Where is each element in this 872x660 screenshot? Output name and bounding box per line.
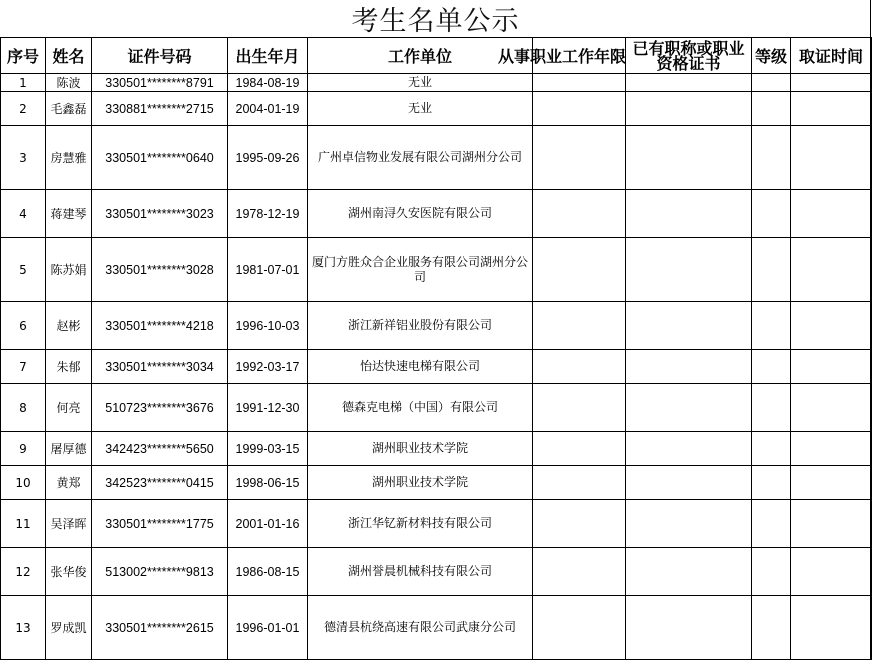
- row-level: [752, 596, 791, 660]
- row-level: [752, 384, 791, 432]
- row-id-number: 330501********8791: [92, 74, 228, 92]
- row-name: 屠厚德: [46, 432, 92, 466]
- row-years: [533, 92, 626, 126]
- row-seq: 13: [1, 596, 46, 660]
- row-cert-date: [791, 126, 872, 190]
- row-level: [752, 466, 791, 500]
- row-cert: [626, 74, 752, 92]
- row-dob: 1998-06-15: [228, 466, 308, 500]
- table-row: [1, 126, 872, 190]
- table-row: [1, 384, 872, 432]
- row-id-number: 330501********1775: [92, 500, 228, 548]
- row-seq: 5: [1, 238, 46, 302]
- row-years: [533, 190, 626, 238]
- table-row: [1, 350, 872, 384]
- row-work-unit: 湖州誉晨机械科技有限公司: [308, 548, 533, 596]
- row-seq: 6: [1, 302, 46, 350]
- row-dob: 2001-01-16: [228, 500, 308, 548]
- header-unit: 工作单位: [308, 38, 533, 74]
- row-level: [752, 92, 791, 126]
- header-seq: 序号: [1, 38, 46, 74]
- row-seq: 12: [1, 548, 46, 596]
- row-years: [533, 384, 626, 432]
- row-cert-date: [791, 190, 872, 238]
- row-work-unit: 广州卓信物业发展有限公司湖州分公司: [308, 126, 533, 190]
- row-work-unit: 怡达快速电梯有限公司: [308, 350, 533, 384]
- row-years: [533, 350, 626, 384]
- row-cert-date: [791, 596, 872, 660]
- row-years: [533, 126, 626, 190]
- candidate-table: [0, 37, 872, 660]
- row-work-unit: 浙江华钇新材料技有限公司: [308, 500, 533, 548]
- row-seq: 4: [1, 190, 46, 238]
- header-dob: 出生年月: [228, 38, 308, 74]
- row-seq: 11: [1, 500, 46, 548]
- row-seq: 10: [1, 466, 46, 500]
- row-id-number: 330501********3023: [92, 190, 228, 238]
- row-dob: 1981-07-01: [228, 238, 308, 302]
- row-work-unit: 德清县杭绕高速有限公司武康分公司: [308, 596, 533, 660]
- header-id: 证件号码: [92, 38, 228, 74]
- row-years: [533, 74, 626, 92]
- row-cert: [626, 466, 752, 500]
- header-years: [497, 38, 626, 74]
- table-row: [1, 92, 872, 126]
- row-dob: 2004-01-19: [228, 92, 308, 126]
- row-work-unit: 湖州南浔久安医院有限公司: [308, 190, 533, 238]
- row-work-unit: 厦门方胜众合企业服务有限公司湖州分公司: [308, 238, 533, 302]
- row-dob: 1978-12-19: [228, 190, 308, 238]
- row-work-unit: 无业: [308, 74, 533, 92]
- row-cert-date: [791, 238, 872, 302]
- row-years: [533, 500, 626, 548]
- row-seq: 3: [1, 126, 46, 190]
- row-id-number: 330881********2715: [92, 92, 228, 126]
- row-years: [533, 466, 626, 500]
- row-name: 罗成凯: [46, 596, 92, 660]
- row-dob: 1991-12-30: [228, 384, 308, 432]
- row-level: [752, 432, 791, 466]
- row-cert: [626, 596, 752, 660]
- row-cert: [626, 500, 752, 548]
- table-row: [1, 190, 872, 238]
- row-level: [752, 238, 791, 302]
- row-name: 朱郁: [46, 350, 92, 384]
- row-seq: 8: [1, 384, 46, 432]
- row-work-unit: 德森克电梯（中国）有限公司: [308, 384, 533, 432]
- row-name: 黄郑: [46, 466, 92, 500]
- row-work-unit: 湖州职业技术学院: [308, 432, 533, 466]
- row-cert-date: [791, 548, 872, 596]
- row-cert: [626, 384, 752, 432]
- row-cert-date: [791, 74, 872, 92]
- row-cert-date: [791, 302, 872, 350]
- row-name: 陈波: [46, 74, 92, 92]
- row-seq: 7: [1, 350, 46, 384]
- row-cert: [626, 548, 752, 596]
- row-dob: 1986-08-15: [228, 548, 308, 596]
- row-years: [533, 596, 626, 660]
- row-name: 蒋建琴: [46, 190, 92, 238]
- row-cert: [626, 92, 752, 126]
- row-seq: 2: [1, 92, 46, 126]
- row-name: 张华俊: [46, 548, 92, 596]
- row-id-number: 330501********2615: [92, 596, 228, 660]
- row-id-number: 513002********9813: [92, 548, 228, 596]
- row-dob: 1992-03-17: [228, 350, 308, 384]
- row-name: 吴泽晖: [46, 500, 92, 548]
- row-dob: 1999-03-15: [228, 432, 308, 466]
- row-work-unit: 湖州职业技术学院: [308, 466, 533, 500]
- table-row: [1, 302, 872, 350]
- row-id-number: 342423********5650: [92, 432, 228, 466]
- table-row: [1, 548, 872, 596]
- row-dob: 1996-01-01: [228, 596, 308, 660]
- row-seq: 1: [1, 74, 46, 92]
- table-row: [1, 432, 872, 466]
- row-id-number: 342523********0415: [92, 466, 228, 500]
- row-seq: 9: [1, 432, 46, 466]
- row-name: 赵彬: [46, 302, 92, 350]
- row-cert-date: [791, 500, 872, 548]
- row-level: [752, 74, 791, 92]
- row-level: [752, 500, 791, 548]
- row-cert: [626, 190, 752, 238]
- row-dob: 1996-10-03: [228, 302, 308, 350]
- row-id-number: 330501********3034: [92, 350, 228, 384]
- header-name: 姓名: [46, 38, 92, 74]
- header-cert-date: 取证时间: [791, 38, 872, 74]
- row-id-number: 510723********3676: [92, 384, 228, 432]
- row-level: [752, 350, 791, 384]
- row-years: [533, 432, 626, 466]
- row-name: 陈苏娟: [46, 238, 92, 302]
- row-id-number: 330501********4218: [92, 302, 228, 350]
- row-name: 何亮: [46, 384, 92, 432]
- row-id-number: 330501********0640: [92, 126, 228, 190]
- header-level: 等级: [752, 38, 791, 74]
- row-cert: [626, 126, 752, 190]
- row-level: [752, 302, 791, 350]
- row-level: [752, 126, 791, 190]
- row-cert-date: [791, 432, 872, 466]
- row-work-unit: 浙江新祥铝业股份有限公司: [308, 302, 533, 350]
- row-years: [533, 302, 626, 350]
- row-cert: [626, 432, 752, 466]
- row-cert-date: [791, 384, 872, 432]
- table-row: [1, 500, 872, 548]
- row-dob: 1995-09-26: [228, 126, 308, 190]
- header-years-label: 从事职业工作年限: [497, 47, 626, 66]
- table-header-row: [1, 38, 872, 74]
- row-cert: [626, 238, 752, 302]
- row-name: 毛鑫磊: [46, 92, 92, 126]
- table-row: [1, 596, 872, 660]
- table-row: [1, 466, 872, 500]
- table-row: [1, 74, 872, 92]
- row-cert: [626, 350, 752, 384]
- row-work-unit: 无业: [308, 92, 533, 126]
- row-cert-date: [791, 92, 872, 126]
- row-id-number: 330501********3028: [92, 238, 228, 302]
- row-years: [533, 238, 626, 302]
- row-cert: [626, 302, 752, 350]
- page-title: 考生名单公示: [0, 0, 871, 38]
- row-level: [752, 548, 791, 596]
- header-cert: 已有职称或职业资格证书: [626, 38, 752, 74]
- row-cert-date: [791, 466, 872, 500]
- table-right-border: [870, 0, 871, 660]
- row-level: [752, 190, 791, 238]
- row-cert-date: [791, 350, 872, 384]
- row-dob: 1984-08-19: [228, 74, 308, 92]
- table-row: [1, 238, 872, 302]
- row-name: 房慧雅: [46, 126, 92, 190]
- row-years: [533, 548, 626, 596]
